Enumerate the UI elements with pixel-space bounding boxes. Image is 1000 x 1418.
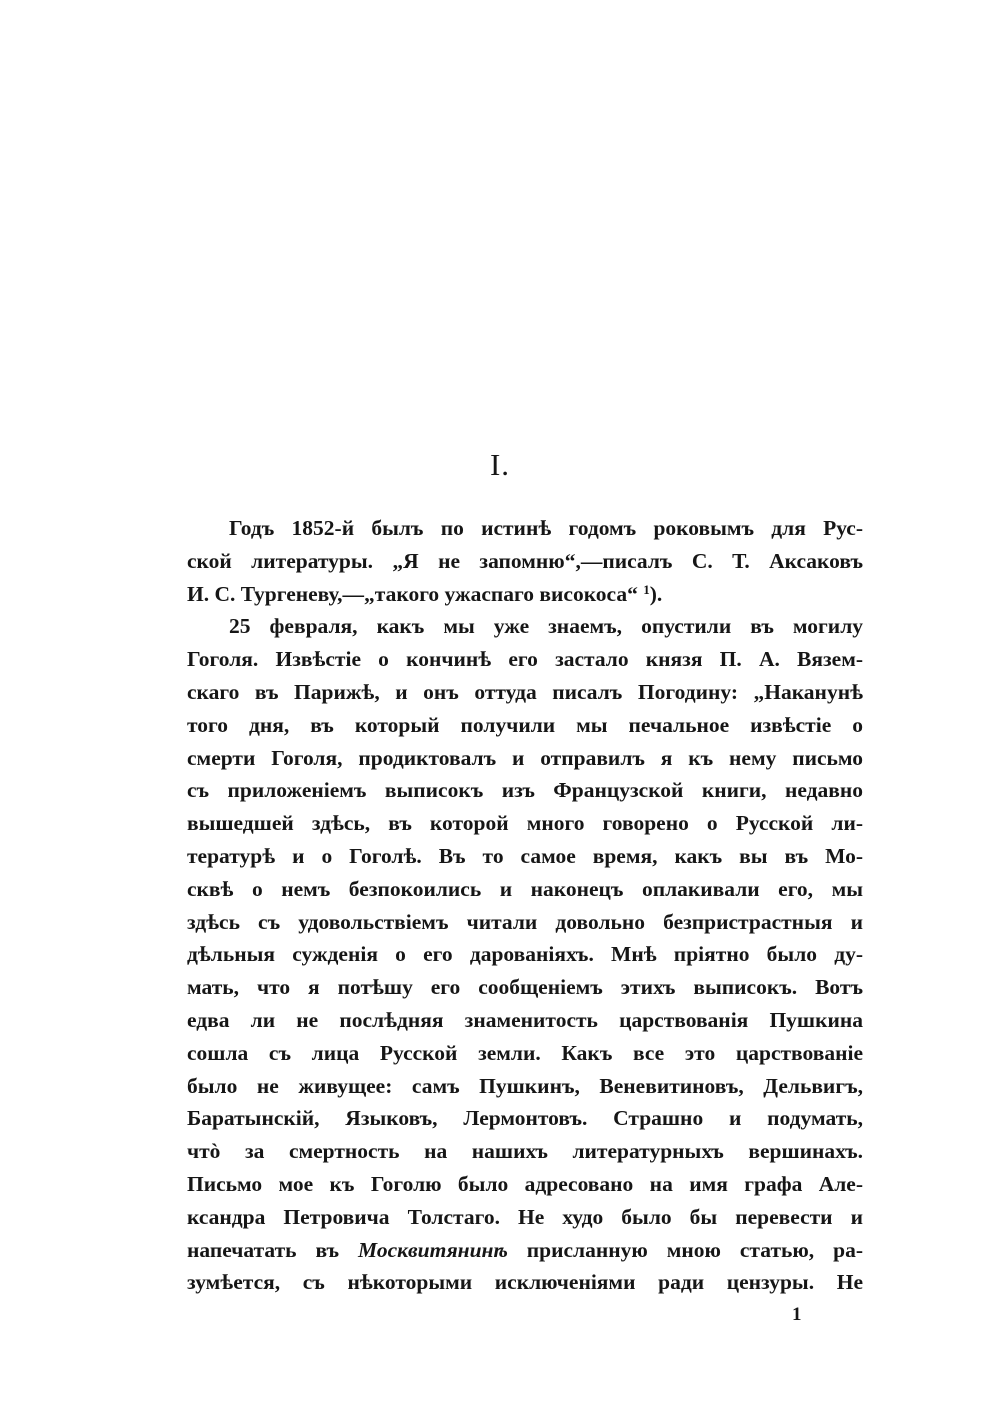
text-line: ксандра Петровича Толстаго. Не худо было бы перевести и [187,1204,863,1229]
text-line: дѣльныя сужденія о его дарованіяхъ. Мнѣ пріятно было ду- [187,942,863,967]
text-line: зумѣется, съ нѣкоторыми исключеніями ради цензуры. Не [187,1270,863,1295]
text-line: вышедшей здѣсь, въ которой много говорено о Русской ли- [187,811,863,836]
text-line: смерти Гоголя, продиктовалъ и отправилъ я къ нему письмо [187,745,863,770]
text-line: сошла съ лица Русской земли. Какъ все это царствованіе [187,1040,863,1065]
text-line: едва ли не послѣдняя знаменитость царствованія Пушкина [187,1007,863,1032]
text-line-with-italic [187,1234,863,1267]
text-line: 25 февраля, какъ мы уже знаемъ, опустили въ могилу [229,614,863,639]
chapter-number: I. [489,447,511,482]
text-line: того дня, въ который получили мы печальное извѣстіе о [187,712,863,737]
page-number: 1 [792,1304,802,1325]
body-text [187,512,863,1299]
text-line: Гоголя. Извѣстіе о кончинѣ его застало князя П. А. Вязем- [187,647,863,672]
text-fragment: И. С. Тургеневу,—„такого ужаспаго високоса“ [187,581,644,606]
text-line: сквѣ о немъ безпокоились и наконецъ оплакивали его, мы [187,876,863,901]
text-line: Годъ 1852-й былъ по истинѣ годомъ роковымъ для Рус- [229,516,863,540]
periodical-title: Москвитянинѣ [358,1237,508,1262]
text-line: съ приложеніемъ выписокъ изъ Французской книги, недавно [187,778,863,803]
footnote-reference: 1 [643,581,650,597]
text-line: тературѣ и о Гоголѣ. Въ то самое время, какъ вы въ Мо- [187,843,863,868]
text-line: Письмо мое къ Гоголю было адресовано на имя графа Але- [187,1171,863,1196]
text-fragment: ). [649,581,663,606]
text-line: мать, что я потѣшу его сообщеніемъ этихъ выписокъ. Вотъ [187,975,863,1000]
text-line: скаго въ Парижѣ, и онъ оттуда писалъ Погодину: „Наканунѣ [187,679,863,704]
text-line: Баратынскій, Языковъ, Лермонтовъ. Страшно и подумать, [187,1106,863,1131]
text-fragment: напечатать въ [187,1237,359,1262]
text-line: было не живущее: самъ Пушкинъ, Веневитиновъ, Дельвигъ, [187,1073,863,1098]
text-fragment: присланную мною статью, ра- [507,1237,863,1262]
text-line: ской литературы. „Я не запомню“,—писалъ С. Т. Аксаковъ [187,548,863,573]
text-line-with-footnote [187,578,863,611]
text-line: здѣсь съ удовольствіемъ читали довольно безпристрастныя и [187,909,863,934]
text-line: чтò за смертность на нашихъ литературныхъ вершинахъ. [187,1139,863,1164]
